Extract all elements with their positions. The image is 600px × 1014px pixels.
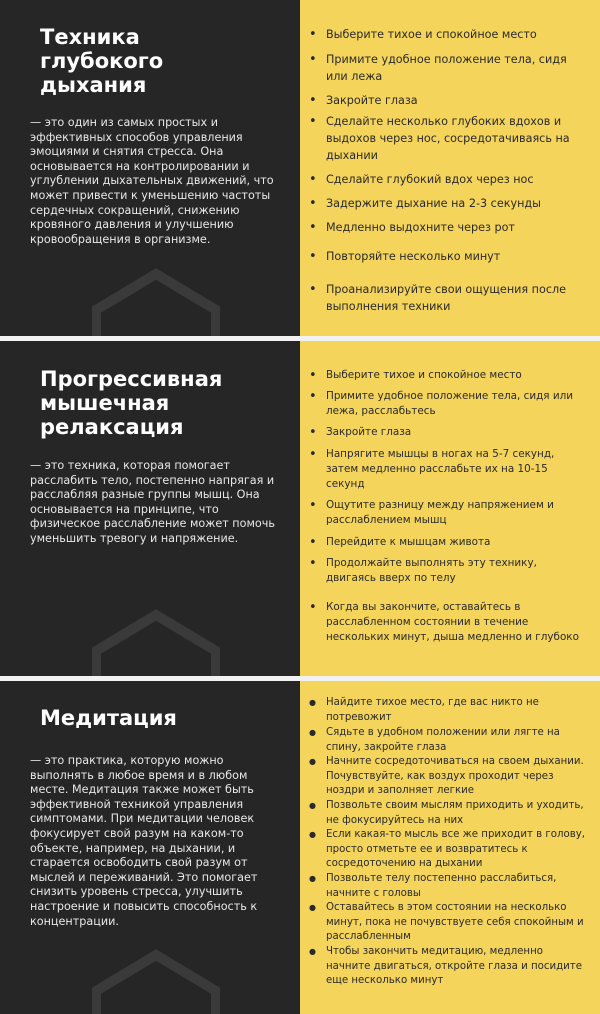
- list-item: • Сделайте несколько глубоких вдохов и выдохов через нос, сосредотачиваясь на дыхании: [326, 113, 588, 164]
- hexagon-decoration-icon: [92, 268, 220, 336]
- list-item: • Проанализируйте свои ощущения после выполнения техники: [326, 281, 588, 315]
- list-item: ● Найдите тихое место, где вас никто не потревожит: [326, 696, 588, 725]
- list-item: • Выберите тихое и спокойное место: [326, 26, 588, 43]
- list-item: • Закройте глаза: [326, 425, 588, 440]
- card-description: — это техника, которая помогает расслабить тело, постепенно напрягая и расслабляя разные группы мышц. Она основывается на принципе, что физическое расслабление может помочь уменьшить тревогу и напряжение.: [30, 459, 275, 545]
- list-item: • Когда вы закончите, оставайтесь в расслабленном состоянии в течение нескольких минут, дыша медленно и глубоко: [326, 600, 588, 645]
- card-progressive-relaxation: [0, 341, 600, 676]
- list-item: • Закройте глаза: [326, 92, 588, 109]
- title-line: дыхания: [40, 73, 147, 97]
- card-title: [40, 25, 163, 97]
- title-line: релаксация: [40, 415, 184, 439]
- card-deep-breathing: [0, 0, 600, 336]
- list-item: • Перейдите к мышцам живота: [326, 535, 588, 550]
- card-left-panel: [0, 341, 300, 676]
- title-line: глубокого: [40, 49, 164, 73]
- title-line: Медитация: [40, 706, 177, 730]
- list-item: • Продолжайте выполнять эту технику, двигаясь вверх по телу: [326, 556, 588, 586]
- list-item: • Напрягите мышцы в ногах на 5-7 секунд, затем медленно расслабьте их на 10-15 секунд: [326, 447, 588, 492]
- list-item: ● Если какая-то мысль все же приходит в голову, просто отметьте ее и возвратитесь к сосредоточению на дыхании: [326, 828, 588, 872]
- list-item: • Задержите дыхание на 2-3 секунды: [326, 195, 588, 212]
- card-left-panel: [0, 681, 300, 1014]
- card-title: [40, 367, 222, 439]
- hexagon-decoration-icon: [92, 609, 220, 676]
- list-item: • Повторяйте несколько минут: [326, 248, 588, 265]
- list-item: • Ощутите разницу между напряжением и расслаблением мышц: [326, 498, 588, 528]
- card-left-panel: [0, 0, 300, 336]
- list-item: ● Чтобы закончить медитацию, медленно начните двигаться, откройте глаза и посидите еще несколько минут: [326, 945, 588, 989]
- list-item: ● Начните сосредоточиваться на своем дыхании. Почувствуйте, как воздух проходит через ноздри и заполняет легкие: [326, 755, 588, 799]
- list-item: • Выберите тихое и спокойное место: [326, 368, 588, 383]
- card-description: — это практика, которую можно выполнять в любое время и в любом месте. Медитация также может быть эффективной техникой управления симптомами. При медитации человек фокусирует свой разум на каком-то объекте, например, на дыхании, и старается освободить свой разум от мыслей и переживаний. Это помогает снизить уровень стресса, улучшить настроение и повысить способность к концентрации.: [30, 754, 258, 928]
- card-right-panel: [300, 681, 600, 1014]
- title-line: Техника: [40, 25, 140, 49]
- card-meditation: [0, 681, 600, 1014]
- list-item: ● Позвольте своим мыслям приходить и уходить, не фокусируйтесь на них: [326, 799, 588, 828]
- list-item: ● Позвольте телу постепенно расслабиться, начните с головы: [326, 872, 588, 901]
- list-item: ● Сядьте в удобном положении или лягте на спину, закройте глаза: [326, 726, 588, 755]
- title-line: мышечная: [40, 391, 170, 415]
- title-line: Прогрессивная: [40, 367, 223, 391]
- list-item: ● Оставайтесь в этом состоянии на несколько минут, пока не почувствуете себя спокойным и расслабленным: [326, 901, 588, 945]
- card-right-panel: [300, 0, 600, 336]
- list-item: • Сделайте глубокий вдох через нос: [326, 171, 588, 188]
- card-title: [40, 706, 177, 730]
- hexagon-decoration-icon: [92, 949, 220, 1014]
- list-item: • Медленно выдохните через рот: [326, 219, 588, 236]
- card-right-panel: [300, 341, 600, 676]
- card-description: — это один из самых простых и эффективных способов управления эмоциями и снятия стресса. Она основывается на контролировании и углублении дыхательных движений, что может привести к уменьшению частоты сердечных сокращений, снижению кровяного давления и улучшению кровообращения в организме.: [30, 116, 274, 246]
- list-item: • Примите удобное положение тела, сидя или лежа, расслабьтесь: [326, 389, 588, 419]
- list-item: • Примите удобное положение тела, сидя или лежа: [326, 51, 588, 85]
